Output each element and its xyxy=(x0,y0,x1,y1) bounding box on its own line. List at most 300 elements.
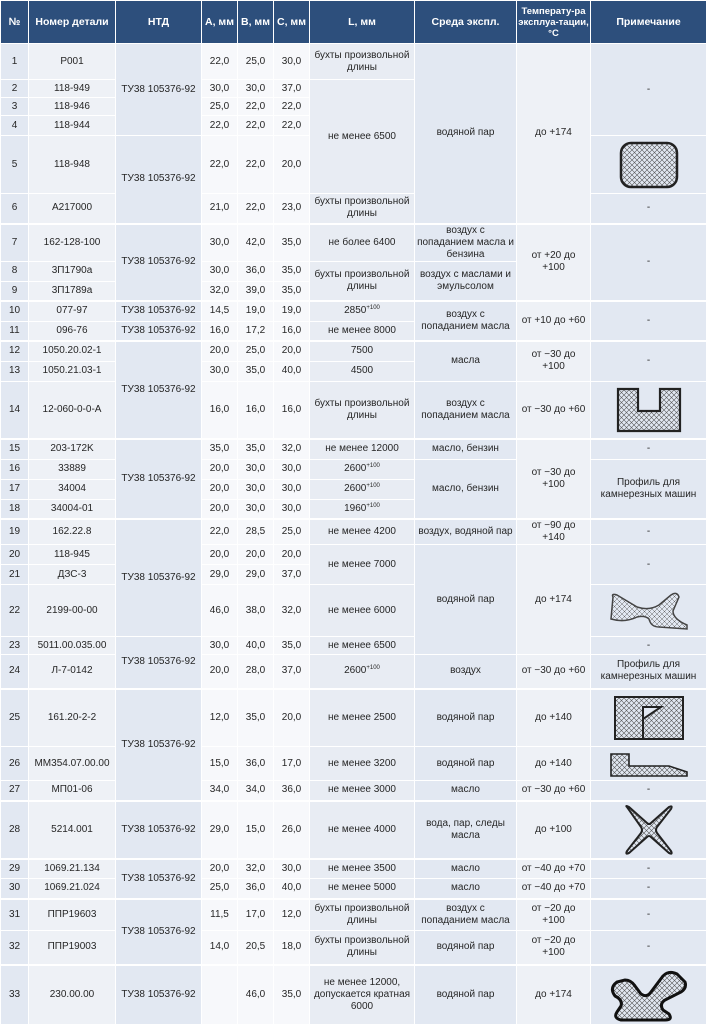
dim-b: 25,0 xyxy=(238,44,274,80)
col-l: L, мм xyxy=(310,1,415,44)
dim-b: 36,0 xyxy=(238,879,274,899)
length-cell: не менее 6500 xyxy=(310,637,415,655)
part-number: 096-76 xyxy=(29,321,116,341)
row-num: 32 xyxy=(1,931,29,965)
dim-c: 40,0 xyxy=(274,361,310,381)
lip-seal-profile-icon xyxy=(607,589,691,633)
part-number: 1050.20.02-1 xyxy=(29,341,116,361)
dim-c: 22,0 xyxy=(274,98,310,116)
length-cell: бухты произвольной длины xyxy=(310,931,415,965)
dim-a: 29,0 xyxy=(202,801,238,859)
dim-c: 18,0 xyxy=(274,931,310,965)
double-lip-profile-icon xyxy=(607,968,691,1022)
env-cell: воздух с попаданием масла xyxy=(415,899,517,931)
dim-c: 25,0 xyxy=(274,519,310,545)
dim-b: 36,0 xyxy=(238,261,274,281)
length-cell: не менее 3000 xyxy=(310,781,415,801)
temp-cell: до +174 xyxy=(517,545,591,655)
dim-a: 20,0 xyxy=(202,479,238,499)
dim-b: 32,0 xyxy=(238,859,274,879)
table-row xyxy=(1,194,706,224)
part-number: ММ354.07.00.00 xyxy=(29,747,116,781)
length-cell: не более 6400 xyxy=(310,224,415,262)
length-cell: не менее 12000 xyxy=(310,439,415,459)
dim-c: 32,0 xyxy=(274,585,310,637)
row-num: 5 xyxy=(1,136,29,194)
note-cell: - xyxy=(591,194,706,224)
part-number: 077-97 xyxy=(29,301,116,321)
env-cell: водяной пар xyxy=(415,965,517,1025)
dim-b: 40,0 xyxy=(238,637,274,655)
dim-c: 37,0 xyxy=(274,655,310,689)
length-cell: бухты произвольной длины xyxy=(310,899,415,931)
col-temp: Температу-ра эксплуа-тации, °С xyxy=(517,1,591,44)
ntd-cell: ТУ38 105376-92 xyxy=(116,689,202,801)
profile-drawing xyxy=(591,585,706,637)
dim-a: 20,0 xyxy=(202,499,238,519)
dim-b: 35,0 xyxy=(238,439,274,459)
length-cell: $1960^{+100}$ xyxy=(310,499,415,519)
note-cell: - xyxy=(591,859,706,879)
ntd-cell: ТУ38 105376-92 xyxy=(116,859,202,899)
length-cell: не менее 4000 xyxy=(310,801,415,859)
length-cell: не менее 4200 xyxy=(310,519,415,545)
table-row xyxy=(1,801,706,859)
table-row xyxy=(1,585,706,637)
table-row xyxy=(1,459,706,479)
env-cell: водяной пар xyxy=(415,44,517,224)
table-row xyxy=(1,747,706,781)
ntd-cell: ТУ38 105376-92 xyxy=(116,224,202,302)
dim-a: 25,0 xyxy=(202,98,238,116)
col-ntd: НТД xyxy=(116,1,202,44)
note-cell: - xyxy=(591,637,706,655)
dim-b: 15,0 xyxy=(238,801,274,859)
dim-a: 30,0 xyxy=(202,224,238,262)
row-num: 30 xyxy=(1,879,29,899)
row-num: 16 xyxy=(1,459,29,479)
part-number: 3П1790а xyxy=(29,261,116,281)
note-cell: - xyxy=(591,224,706,302)
dim-b: 22,0 xyxy=(238,136,274,194)
dim-a: 14,0 xyxy=(202,931,238,965)
dim-a: 20,0 xyxy=(202,655,238,689)
length-cell: не менее 7000 xyxy=(310,545,415,585)
part-number: 1050.21.03-1 xyxy=(29,361,116,381)
dim-c: 12,0 xyxy=(274,899,310,931)
col-c: С, мм xyxy=(274,1,310,44)
row-num: 27 xyxy=(1,781,29,801)
step-profile-icon xyxy=(609,693,689,743)
dim-c: 35,0 xyxy=(274,965,310,1025)
table-row xyxy=(1,545,706,565)
temp-cell: от +10 до +60 xyxy=(517,301,591,341)
temp-cell: от −40 до +70 xyxy=(517,859,591,879)
temp-cell: от −30 до +100 xyxy=(517,439,591,519)
dim-a: 20,0 xyxy=(202,341,238,361)
table-row xyxy=(1,224,706,262)
dim-a: 22,0 xyxy=(202,116,238,136)
part-number: 118-949 xyxy=(29,80,116,98)
table-row xyxy=(1,899,706,931)
env-cell: воздух xyxy=(415,655,517,689)
dim-b: 22,0 xyxy=(238,116,274,136)
note-cell: - xyxy=(591,899,706,931)
dim-c: 35,0 xyxy=(274,281,310,301)
length-cell: не менее 2500 xyxy=(310,689,415,747)
dim-b: 36,0 xyxy=(238,747,274,781)
part-number: 2199-00-00 xyxy=(29,585,116,637)
temp-cell: от −40 до +70 xyxy=(517,879,591,899)
row-num: 6 xyxy=(1,194,29,224)
dim-c: 36,0 xyxy=(274,781,310,801)
env-cell: воздух с маслами и эмульсолом xyxy=(415,261,517,301)
ntd-cell: ТУ38 105376-92 xyxy=(116,519,202,637)
col-env: Среда экспл. xyxy=(415,1,517,44)
length-cell: не менее 8000 xyxy=(310,321,415,341)
dim-a: 16,0 xyxy=(202,321,238,341)
env-cell: масла xyxy=(415,341,517,381)
length-cell: $2600^{+100}$ xyxy=(310,655,415,689)
part-number: ППР19603 xyxy=(29,899,116,931)
dim-c: 20,0 xyxy=(274,341,310,361)
dim-a: 11,5 xyxy=(202,899,238,931)
u-channel-profile-icon xyxy=(614,385,684,435)
profile-drawing xyxy=(591,136,706,194)
table-row xyxy=(1,381,706,439)
row-num: 15 xyxy=(1,439,29,459)
dim-b: 46,0 xyxy=(238,965,274,1025)
part-number: Л-7-0142 xyxy=(29,655,116,689)
part-number: 12-060-0-0-A xyxy=(29,381,116,439)
env-cell: воздух с попаданием масла и бензина xyxy=(415,224,517,262)
dim-c: 37,0 xyxy=(274,80,310,98)
temp-cell: от −30 до +60 xyxy=(517,781,591,801)
part-number: 5214.001 xyxy=(29,801,116,859)
part-number: 1069.21.134 xyxy=(29,859,116,879)
env-cell: масло xyxy=(415,859,517,879)
dim-c: 37,0 xyxy=(274,565,310,585)
row-num: 31 xyxy=(1,899,29,931)
dim-b: 35,0 xyxy=(238,361,274,381)
dim-b: 39,0 xyxy=(238,281,274,301)
temp-cell: от −30 до +60 xyxy=(517,381,591,439)
temp-cell: от −90 до +140 xyxy=(517,519,591,545)
length-cell: бухты произвольной длины xyxy=(310,381,415,439)
table-header xyxy=(1,1,706,44)
row-num: 7 xyxy=(1,224,29,262)
length-cell: 7500 xyxy=(310,341,415,361)
row-num: 4 xyxy=(1,116,29,136)
dim-a: 16,0 xyxy=(202,381,238,439)
note-cell: Профиль для камнерезных машин xyxy=(591,655,706,689)
temp-cell: до +174 xyxy=(517,44,591,224)
row-num: 10 xyxy=(1,301,29,321)
dim-b: 17,0 xyxy=(238,899,274,931)
temp-cell: до +140 xyxy=(517,689,591,747)
row-num: 18 xyxy=(1,499,29,519)
note-cell: - xyxy=(591,439,706,459)
col-a: А, мм xyxy=(202,1,238,44)
env-cell: водяной пар xyxy=(415,931,517,965)
env-cell: воздух с попаданием масла xyxy=(415,381,517,439)
part-number: 118-944 xyxy=(29,116,116,136)
x-ring-profile-icon xyxy=(619,803,679,857)
ntd-cell: ТУ38 105376-92 xyxy=(116,439,202,519)
row-num: 28 xyxy=(1,801,29,859)
env-cell: водяной пар xyxy=(415,747,517,781)
ntd-cell: ТУ38 105376-92 xyxy=(116,965,202,1025)
ntd-cell: ТУ38 105376-92 xyxy=(116,321,202,341)
ntd-cell: ТУ38 105376-92 xyxy=(116,341,202,439)
env-cell: воздух, водяной пар xyxy=(415,519,517,545)
length-cell: не менее 5000 xyxy=(310,879,415,899)
dim-a: 32,0 xyxy=(202,281,238,301)
note-cell: - xyxy=(591,781,706,801)
dim-c: 19,0 xyxy=(274,301,310,321)
note-cell: Профиль для камнерезных машин xyxy=(591,459,706,519)
ntd-cell: ТУ38 105376-92 xyxy=(116,899,202,965)
part-number: МП01-06 xyxy=(29,781,116,801)
dim-c: 30,0 xyxy=(274,459,310,479)
row-num: 2 xyxy=(1,80,29,98)
dim-a: 22,0 xyxy=(202,136,238,194)
part-number: 162-128-100 xyxy=(29,224,116,262)
ntd-cell: ТУ38 105376-92 xyxy=(116,136,202,224)
profile-drawing xyxy=(591,689,706,747)
table-row xyxy=(1,655,706,689)
ntd-cell: ТУ38 105376-92 xyxy=(116,301,202,321)
table-row xyxy=(1,931,706,965)
table-row xyxy=(1,637,706,655)
env-cell: масло xyxy=(415,781,517,801)
dim-c: 35,0 xyxy=(274,261,310,281)
part-number: 34004-01 xyxy=(29,499,116,519)
temp-cell: от −20 до +100 xyxy=(517,899,591,931)
table-row xyxy=(1,519,706,545)
env-cell: вода, пар, следы масла xyxy=(415,801,517,859)
row-num: 23 xyxy=(1,637,29,655)
dim-b: 38,0 xyxy=(238,585,274,637)
row-num: 12 xyxy=(1,341,29,361)
env-cell: масло, бензин xyxy=(415,459,517,519)
row-num: 21 xyxy=(1,565,29,585)
table-row xyxy=(1,439,706,459)
dim-b: 30,0 xyxy=(238,459,274,479)
dim-c: 30,0 xyxy=(274,44,310,80)
note-cell: - xyxy=(591,931,706,965)
dim-a: 14,5 xyxy=(202,301,238,321)
temp-cell: до +174 xyxy=(517,965,591,1025)
col-num: № xyxy=(1,1,29,44)
dim-c: 40,0 xyxy=(274,879,310,899)
col-note: Примечание xyxy=(591,1,706,44)
dim-a: 12,0 xyxy=(202,689,238,747)
row-num: 26 xyxy=(1,747,29,781)
table-row xyxy=(1,341,706,361)
wedge-profile-icon xyxy=(607,750,691,778)
dim-a: 22,0 xyxy=(202,44,238,80)
env-cell: водяной пар xyxy=(415,689,517,747)
dim-c: 22,0 xyxy=(274,116,310,136)
dim-a: 46,0 xyxy=(202,585,238,637)
dim-c: 26,0 xyxy=(274,801,310,859)
dim-b: 25,0 xyxy=(238,341,274,361)
row-num: 11 xyxy=(1,321,29,341)
row-num: 9 xyxy=(1,281,29,301)
note-cell: - xyxy=(591,341,706,381)
dim-a xyxy=(202,965,238,1025)
note-cell: - xyxy=(591,519,706,545)
dim-c: 32,0 xyxy=(274,439,310,459)
env-cell: масло, бензин xyxy=(415,439,517,459)
dim-c: 35,0 xyxy=(274,637,310,655)
row-num: 1 xyxy=(1,44,29,80)
dim-c: 30,0 xyxy=(274,499,310,519)
temp-cell: от +20 до +100 xyxy=(517,224,591,302)
dim-b: 19,0 xyxy=(238,301,274,321)
table-row xyxy=(1,781,706,801)
dim-a: 30,0 xyxy=(202,261,238,281)
temp-cell: от −30 до +100 xyxy=(517,341,591,381)
table-row xyxy=(1,965,706,1025)
part-number: 162.22.8 xyxy=(29,519,116,545)
length-cell: не менее 12000, допускается кратная 6000 xyxy=(310,965,415,1025)
part-number: 33889 xyxy=(29,459,116,479)
dim-a: 30,0 xyxy=(202,637,238,655)
table-row xyxy=(1,689,706,747)
row-num: 8 xyxy=(1,261,29,281)
table-row xyxy=(1,44,706,80)
dim-b: 30,0 xyxy=(238,80,274,98)
dim-c: 20,0 xyxy=(274,136,310,194)
dim-c: 23,0 xyxy=(274,194,310,224)
profile-drawing xyxy=(591,381,706,439)
part-number: 3П1789а xyxy=(29,281,116,301)
part-number: 203-172K xyxy=(29,439,116,459)
length-cell: бухты произвольной длины xyxy=(310,194,415,224)
dim-c: 30,0 xyxy=(274,859,310,879)
dim-c: 17,0 xyxy=(274,747,310,781)
ntd-cell: ТУ38 105376-92 xyxy=(116,637,202,689)
dim-c: 20,0 xyxy=(274,545,310,565)
ntd-cell: ТУ38 105376-92 xyxy=(116,801,202,859)
length-cell: не менее 3500 xyxy=(310,859,415,879)
dim-a: 20,0 xyxy=(202,459,238,479)
part-number: ППР19003 xyxy=(29,931,116,965)
dim-a: 30,0 xyxy=(202,80,238,98)
temp-cell: до +100 xyxy=(517,801,591,859)
part-number: 34004 xyxy=(29,479,116,499)
col-part-number: Номер детали xyxy=(29,1,116,44)
dim-c: 16,0 xyxy=(274,381,310,439)
row-num: 14 xyxy=(1,381,29,439)
env-cell: воздух с попаданием масла xyxy=(415,301,517,341)
length-cell: не менее 6000 xyxy=(310,585,415,637)
part-number: 118-945 xyxy=(29,545,116,565)
dim-b: 22,0 xyxy=(238,194,274,224)
dim-b: 28,0 xyxy=(238,655,274,689)
part-number: A217000 xyxy=(29,194,116,224)
length-cell: $2850^{+100}$ xyxy=(310,301,415,321)
part-number: 161.20-2-2 xyxy=(29,689,116,747)
row-num: 20 xyxy=(1,545,29,565)
profile-drawing xyxy=(591,801,706,859)
dim-c: 16,0 xyxy=(274,321,310,341)
dim-c: 20,0 xyxy=(274,689,310,747)
dim-b: 17,2 xyxy=(238,321,274,341)
part-number: 1069.21.024 xyxy=(29,879,116,899)
note-cell: - xyxy=(591,545,706,585)
row-num: 24 xyxy=(1,655,29,689)
length-cell: бухты произвольной длины xyxy=(310,261,415,301)
env-cell: водяной пар xyxy=(415,545,517,655)
note-cell: - xyxy=(591,879,706,899)
profile-drawing xyxy=(591,965,706,1025)
col-b: В, мм xyxy=(238,1,274,44)
length-cell: $2600^{+100}$ xyxy=(310,479,415,499)
length-cell: бухты произвольной длины xyxy=(310,44,415,80)
dim-a: 20,0 xyxy=(202,859,238,879)
temp-cell: от −20 до +100 xyxy=(517,931,591,965)
dim-a: 25,0 xyxy=(202,879,238,899)
dim-b: 22,0 xyxy=(238,98,274,116)
dim-c: 35,0 xyxy=(274,224,310,262)
dim-b: 29,0 xyxy=(238,565,274,585)
part-number: 118-948 xyxy=(29,136,116,194)
length-cell: $2600^{+100}$ xyxy=(310,459,415,479)
row-num: 13 xyxy=(1,361,29,381)
dim-a: 21,0 xyxy=(202,194,238,224)
part-number: 118-946 xyxy=(29,98,116,116)
dim-a: 34,0 xyxy=(202,781,238,801)
dim-b: 28,5 xyxy=(238,519,274,545)
row-num: 3 xyxy=(1,98,29,116)
dim-b: 34,0 xyxy=(238,781,274,801)
dim-a: 22,0 xyxy=(202,519,238,545)
profile-drawing xyxy=(591,747,706,781)
dim-a: 15,0 xyxy=(202,747,238,781)
note-cell: - xyxy=(591,301,706,341)
table-row xyxy=(1,879,706,899)
length-cell: 4500 xyxy=(310,361,415,381)
length-cell: не менее 3200 xyxy=(310,747,415,781)
ntd-cell: ТУ38 105376-92 xyxy=(116,44,202,136)
row-num: 19 xyxy=(1,519,29,545)
row-num: 29 xyxy=(1,859,29,879)
dim-a: 20,0 xyxy=(202,545,238,565)
row-num: 33 xyxy=(1,965,29,1025)
dim-a: 29,0 xyxy=(202,565,238,585)
dim-b: 42,0 xyxy=(238,224,274,262)
row-num: 25 xyxy=(1,689,29,747)
env-cell: масло xyxy=(415,879,517,899)
dim-b: 20,5 xyxy=(238,931,274,965)
dim-b: 20,0 xyxy=(238,545,274,565)
row-num: 17 xyxy=(1,479,29,499)
dim-b: 35,0 xyxy=(238,689,274,747)
temp-cell: от −30 до +60 xyxy=(517,655,591,689)
dim-a: 35,0 xyxy=(202,439,238,459)
note-cell: - xyxy=(591,44,706,136)
temp-cell: до +140 xyxy=(517,747,591,781)
dim-b: 30,0 xyxy=(238,479,274,499)
rounded-rect-profile-icon xyxy=(617,140,681,190)
row-num: 22 xyxy=(1,585,29,637)
part-number: ДЗС-3 xyxy=(29,565,116,585)
dim-c: 30,0 xyxy=(274,479,310,499)
part-number: 5011.00.035.00 xyxy=(29,637,116,655)
